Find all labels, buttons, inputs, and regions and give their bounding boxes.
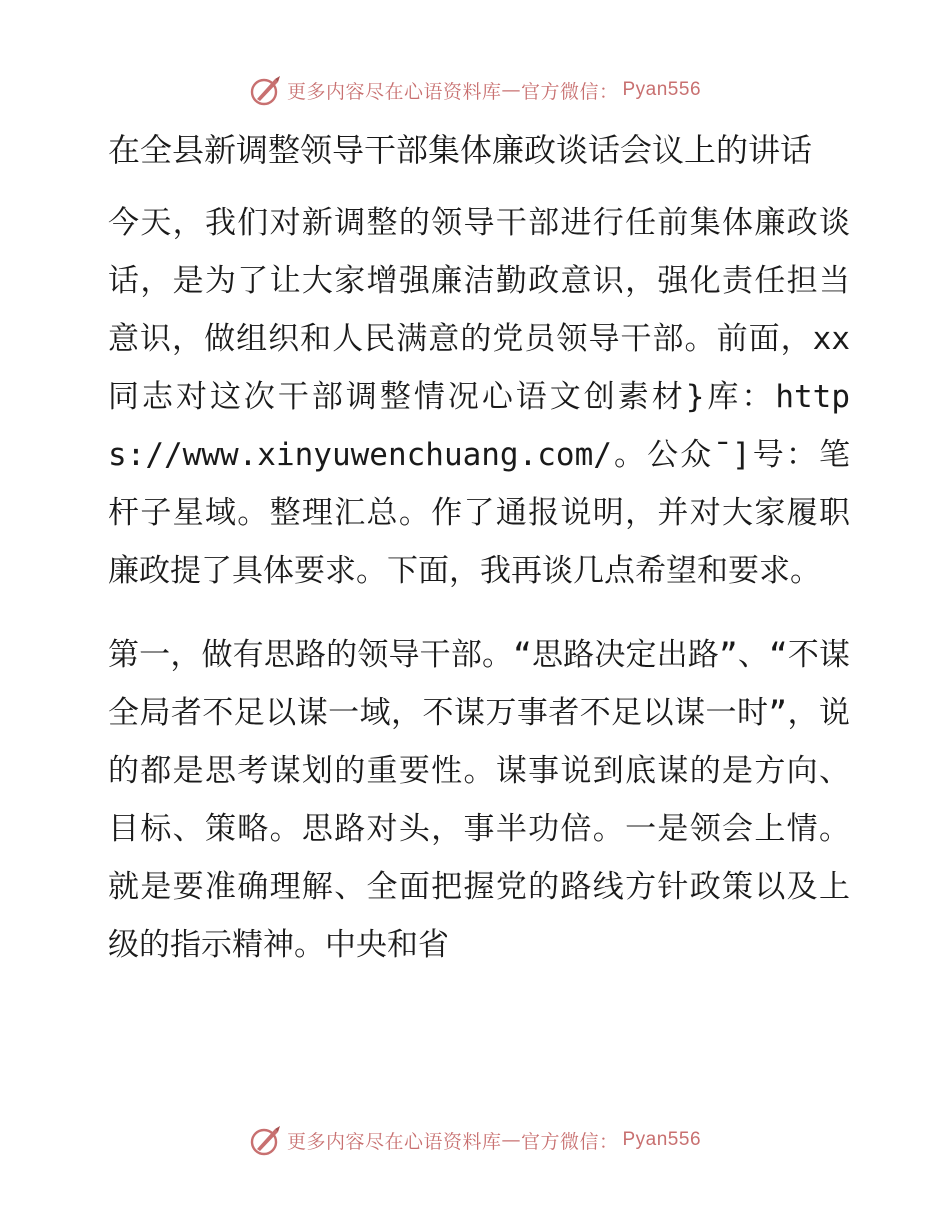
header-dash: — xyxy=(501,79,521,101)
document-body xyxy=(98,120,850,974)
footer-watermark-banner xyxy=(0,1120,950,1160)
paragraph-1: 今天，我们对新调整的领导干部进行任前集体廉政谈话，是为了让大家增强廉洁勤政意识，强化责任担当意识，做组织和人民满意的党员领导干部。前面，xx同志对这次干部调整情况心语文创素材}库：https://www.xinyuwenchuang.com/。公众¯]号：笔杆子星域。整理汇总。作了通报说明，并对大家履职廉政提了具体要求。下面，我再谈几点希望和要求。 xyxy=(108,205,850,589)
header-site-text: 更多内容尽在心语资料库 xyxy=(286,80,502,103)
header-watermark-banner xyxy=(0,70,950,110)
header-wechat-id: Pyan556 xyxy=(622,79,702,100)
quill-logo-icon xyxy=(249,1123,283,1157)
document-title: 在全县新调整领导干部集体廉政谈话会议上的讲话 xyxy=(108,131,813,169)
quill-logo-icon xyxy=(249,73,283,107)
paragraph-2: 第一，做有思路的领导干部。“思路决定出路”、“不谋全局者不足以谋一域，不谋万事者不足以谋一时”，说的都是思考谋划的重要性。谋事说到底谋的是方向、目标、策略。思路对头，事半功倍。一是领会上情。就是要准确理解、全面把握党的路线方针政策以及上级的指示精神。中央和省 xyxy=(108,637,850,963)
header-wechat-label: 官方微信： xyxy=(520,80,619,103)
footer-dash: — xyxy=(501,1129,521,1151)
footer-site-text: 更多内容尽在心语资料库 xyxy=(286,1130,502,1153)
footer-wechat-label: 官方微信： xyxy=(520,1130,619,1153)
footer-wechat-id: Pyan556 xyxy=(622,1129,702,1150)
